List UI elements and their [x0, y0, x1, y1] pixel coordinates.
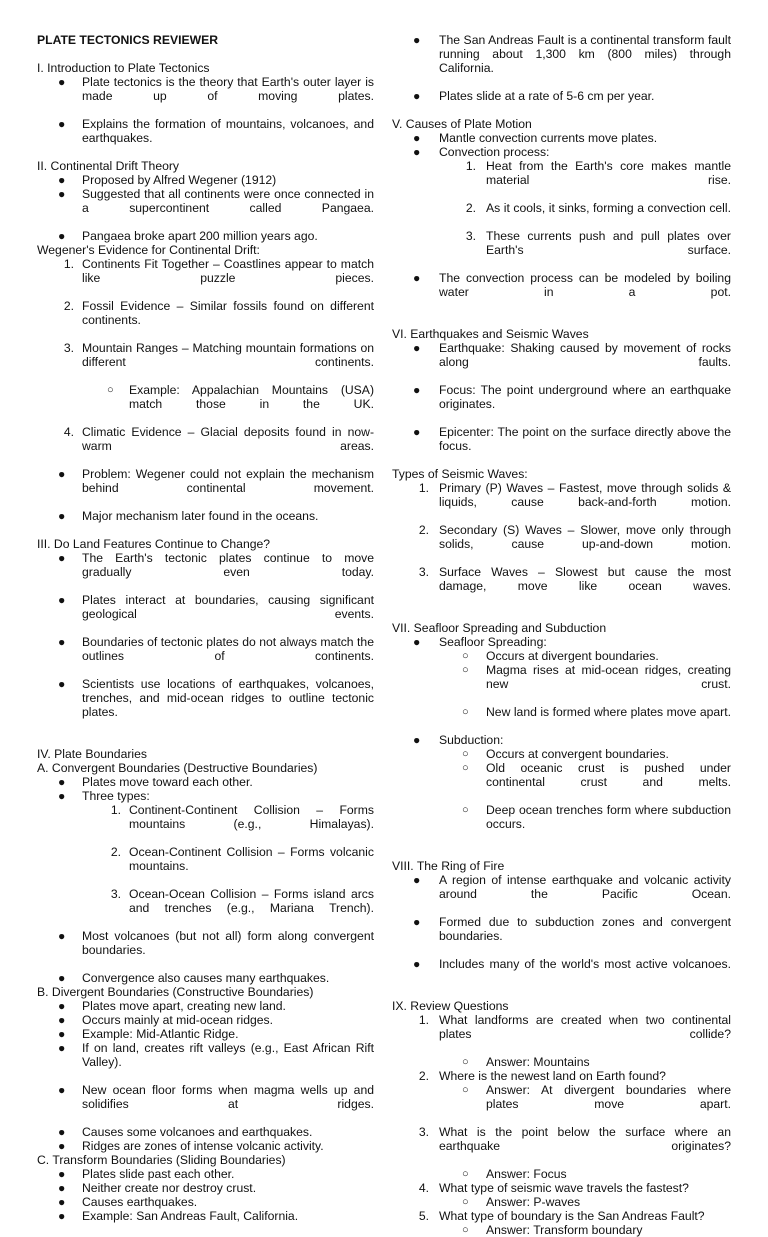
- list-item: ● Ridges are zones of intense volcanic activity.: [58, 1139, 324, 1153]
- section-heading: IV. Plate Boundaries: [37, 747, 147, 761]
- section-heading: VIII. The Ring of Fire: [392, 859, 505, 873]
- question-item: 1. What landforms are created when two continental plates collide?: [418, 1013, 731, 1041]
- bullet-icon: ●: [413, 873, 421, 887]
- numbered-item: 3. Ocean-Ocean Collision – Forms island arcs and trenches (e.g., Mariana Trench).: [110, 887, 374, 915]
- bullet-icon: ●: [58, 467, 66, 481]
- list-item: ● Seafloor Spreading:: [413, 635, 547, 649]
- list-item: ● Formed due to subduction zones and convergent boundaries.: [413, 915, 731, 943]
- bullet-icon: ●: [58, 929, 66, 943]
- list-item: ● A region of intense earthquake and volcanic activity around the Pacific Ocean.: [413, 873, 731, 901]
- numbered-item: 1. Continent-Continent Collision – Forms mountains (e.g., Himalayas).: [110, 803, 374, 831]
- circle-bullet-icon: ○: [462, 804, 469, 816]
- bullet-icon: ●: [58, 971, 66, 985]
- sub-list-item: ○ Magma rises at mid-ocean ridges, creating new crust.: [462, 663, 731, 691]
- list-item: ● Earthquake: Shaking caused by movement of rocks along faults.: [413, 341, 731, 369]
- list-item: ● Plates move toward each other.: [58, 775, 253, 789]
- numbered-item: 1. Primary (P) Waves – Fastest, move through solids & liquids, cause back-and-forth motion.: [418, 481, 731, 509]
- circle-bullet-icon: ○: [462, 748, 469, 760]
- list-item: ● Example: Mid-Atlantic Ridge.: [58, 1027, 239, 1041]
- bullet-icon: ●: [413, 131, 421, 145]
- bullet-icon: ●: [58, 1181, 66, 1195]
- bullet-icon: ●: [58, 593, 66, 607]
- list-item: ● Convergence also causes many earthquakes.: [58, 971, 330, 985]
- answer-item: ○ Answer: At divergent boundaries where plates move apart.: [462, 1083, 731, 1111]
- list-item: ● Plates move apart, creating new land.: [58, 999, 286, 1013]
- list-item: ● Includes many of the world's most active volcanoes.: [413, 957, 731, 971]
- bullet-icon: ●: [58, 1013, 66, 1027]
- list-item: ● The San Andreas Fault is a continental transform fault running about 1,300 km (800 miles) through California.: [413, 33, 731, 75]
- list-item: ● Three types:: [58, 789, 150, 803]
- bullet-icon: ●: [413, 635, 421, 649]
- subheading: A. Convergent Boundaries (Destructive Boundaries): [37, 761, 318, 775]
- bullet-icon: ●: [58, 1041, 66, 1055]
- list-item: ● New ocean floor forms when magma wells up and solidifies at ridges.: [58, 1083, 374, 1111]
- subheading: Wegener's Evidence for Continental Drift:: [37, 243, 260, 257]
- bullet-icon: ●: [58, 187, 66, 201]
- bullet-icon: ●: [58, 1167, 66, 1181]
- question-item: 2. Where is the newest land on Earth found?: [418, 1069, 666, 1083]
- bullet-icon: ●: [413, 89, 421, 103]
- list-item: ● Plate tectonics is the theory that Earth's outer layer is made up of moving plates.: [58, 75, 374, 103]
- bullet-icon: ●: [58, 1139, 66, 1153]
- circle-bullet-icon: ○: [462, 1056, 469, 1068]
- list-item: ● Plates slide past each other.: [58, 1167, 235, 1181]
- answer-item: ○ Answer: P-waves: [462, 1195, 581, 1209]
- bullet-icon: ●: [58, 999, 66, 1013]
- subheading: B. Divergent Boundaries (Constructive Boundaries): [37, 985, 314, 999]
- list-item: ● Suggested that all continents were once connected in a supercontinent called Pangaea.: [58, 187, 374, 215]
- bullet-icon: ●: [413, 383, 421, 397]
- list-item: ● Focus: The point underground where an earthquake originates.: [413, 383, 731, 411]
- numbered-item: 2. Fossil Evidence – Similar fossils found on different continents.: [63, 299, 374, 327]
- list-item: ● Explains the formation of mountains, volcanoes, and earthquakes.: [58, 117, 374, 145]
- list-item: ● Mantle convection currents move plates.: [413, 131, 658, 145]
- list-item: ● Plates interact at boundaries, causing significant geological events.: [58, 593, 374, 621]
- numbered-item: 3. These currents push and pull plates over Earth's surface.: [465, 229, 731, 257]
- bullet-icon: ●: [58, 509, 66, 523]
- bullet-icon: ●: [58, 789, 66, 803]
- section-heading: VII. Seafloor Spreading and Subduction: [392, 621, 607, 635]
- subheading: Types of Seismic Waves:: [392, 467, 528, 481]
- bullet-icon: ●: [58, 1125, 66, 1139]
- list-item: ● Boundaries of tectonic plates do not always match the outlines of continents.: [58, 635, 374, 663]
- section-heading: V. Causes of Plate Motion: [392, 117, 532, 131]
- list-item: ● Major mechanism later found in the oceans.: [58, 509, 319, 523]
- list-item: ● Epicenter: The point on the surface directly above the focus.: [413, 425, 731, 453]
- question-item: 4. What type of seismic wave travels the fastest?: [418, 1181, 689, 1195]
- question-item: 3. What is the point below the surface where an earthquake originates?: [418, 1125, 731, 1153]
- section-heading: VI. Earthquakes and Seismic Waves: [392, 327, 589, 341]
- numbered-item: 4. Climatic Evidence – Glacial deposits found in now-warm areas.: [63, 425, 374, 453]
- answer-item: ○ Answer: Mountains: [462, 1055, 590, 1069]
- document-title: PLATE TECTONICS REVIEWER: [37, 33, 219, 47]
- list-item: ● Plates slide at a rate of 5-6 cm per year.: [413, 89, 655, 103]
- bullet-icon: ●: [58, 551, 66, 565]
- bullet-icon: ●: [58, 1027, 66, 1041]
- list-item: ● Causes some volcanoes and earthquakes.: [58, 1125, 313, 1139]
- bullet-icon: ●: [58, 117, 66, 131]
- list-item: ● The Earth's tectonic plates continue to move gradually even today.: [58, 551, 374, 579]
- section-heading: II. Continental Drift Theory: [37, 159, 180, 173]
- list-item: ● Subduction:: [413, 733, 504, 747]
- bullet-icon: ●: [413, 341, 421, 355]
- circle-bullet-icon: ○: [462, 706, 469, 718]
- sub-list-item: ○ Old oceanic crust is pushed under continental crust and melts.: [462, 761, 731, 789]
- circle-bullet-icon: ○: [462, 664, 469, 676]
- section-heading: III. Do Land Features Continue to Change?: [37, 537, 271, 551]
- sub-list-item: ○ Occurs at divergent boundaries.: [462, 649, 659, 663]
- circle-bullet-icon: ○: [462, 1224, 469, 1236]
- list-item: ● Causes earthquakes.: [58, 1195, 198, 1209]
- list-item: ● Scientists use locations of earthquakes, volcanoes, trenches, and mid-ocean ridges to outline tectonic plates.: [58, 677, 374, 719]
- bullet-icon: ●: [58, 1083, 66, 1097]
- circle-bullet-icon: ○: [462, 762, 469, 774]
- section-heading: I. Introduction to Plate Tectonics: [37, 61, 210, 75]
- list-item: ● Example: San Andreas Fault, California.: [58, 1209, 299, 1223]
- left-column: [37, 33, 374, 1223]
- subheading: C. Transform Boundaries (Sliding Boundaries): [37, 1153, 286, 1167]
- numbered-item: 2. As it cools, it sinks, forming a convection cell.: [465, 201, 731, 215]
- list-item: ● Occurs mainly at mid-ocean ridges.: [58, 1013, 274, 1027]
- bullet-icon: ●: [413, 915, 421, 929]
- bullet-icon: ●: [413, 425, 421, 439]
- bullet-icon: ●: [58, 677, 66, 691]
- bullet-icon: ●: [58, 635, 66, 649]
- numbered-item: 3. Mountain Ranges – Matching mountain formations on different continents.: [63, 341, 374, 369]
- section-heading: IX. Review Questions: [392, 999, 509, 1013]
- list-item: ● Pangaea broke apart 200 million years ago.: [58, 229, 318, 243]
- bullet-icon: ●: [58, 229, 66, 243]
- bullet-icon: ●: [58, 75, 66, 89]
- right-column: [392, 33, 731, 1237]
- circle-bullet-icon: ○: [462, 1168, 469, 1180]
- list-item: ● Convection process:: [413, 145, 550, 159]
- list-item: ● If on land, creates rift valleys (e.g., East African Rift Valley).: [58, 1041, 374, 1069]
- bullet-icon: ●: [58, 1195, 66, 1209]
- sub-list-item: ○ Occurs at convergent boundaries.: [462, 747, 669, 761]
- circle-bullet-icon: ○: [462, 650, 469, 662]
- numbered-item: 3. Surface Waves – Slowest but cause the most damage, move like ocean waves.: [418, 565, 731, 593]
- bullet-icon: ●: [58, 1209, 66, 1223]
- list-item: ● Proposed by Alfred Wegener (1912): [58, 173, 277, 187]
- bullet-icon: ●: [413, 957, 421, 971]
- numbered-item: 2. Secondary (S) Waves – Slower, move only through solids, cause up-and-down motion.: [418, 523, 731, 551]
- bullet-icon: ●: [413, 145, 421, 159]
- question-item: 5. What type of boundary is the San Andreas Fault?: [418, 1209, 705, 1223]
- answer-item: ○ Answer: Focus: [462, 1167, 567, 1181]
- sub-list-item: ○ Example: Appalachian Mountains (USA) match those in the UK.: [107, 383, 374, 411]
- bullet-icon: ●: [413, 271, 421, 285]
- circle-bullet-icon: ○: [462, 1084, 469, 1096]
- bullet-icon: ●: [58, 775, 66, 789]
- sub-list-item: ○ New land is formed where plates move apart.: [462, 705, 731, 719]
- bullet-icon: ●: [58, 173, 66, 187]
- numbered-item: 1. Continents Fit Together – Coastlines appear to match like puzzle pieces.: [63, 257, 374, 285]
- answer-item: ○ Answer: Transform boundary: [462, 1223, 643, 1237]
- list-item: ● Most volcanoes (but not all) form along convergent boundaries.: [58, 929, 374, 957]
- list-item: ● Problem: Wegener could not explain the mechanism behind continental movement.: [58, 467, 374, 495]
- circle-bullet-icon: ○: [107, 384, 114, 396]
- sub-list-item: ○ Deep ocean trenches form where subduction occurs.: [462, 803, 731, 831]
- list-item: ● Neither create nor destroy crust.: [58, 1181, 257, 1195]
- numbered-item: 2. Ocean-Continent Collision – Forms volcanic mountains.: [110, 845, 374, 873]
- bullet-icon: ●: [413, 33, 421, 47]
- bullet-icon: ●: [413, 733, 421, 747]
- list-item: ● The convection process can be modeled by boiling water in a pot.: [413, 271, 731, 299]
- numbered-item: 1. Heat from the Earth's core makes mantle material rise.: [465, 159, 731, 187]
- circle-bullet-icon: ○: [462, 1196, 469, 1208]
